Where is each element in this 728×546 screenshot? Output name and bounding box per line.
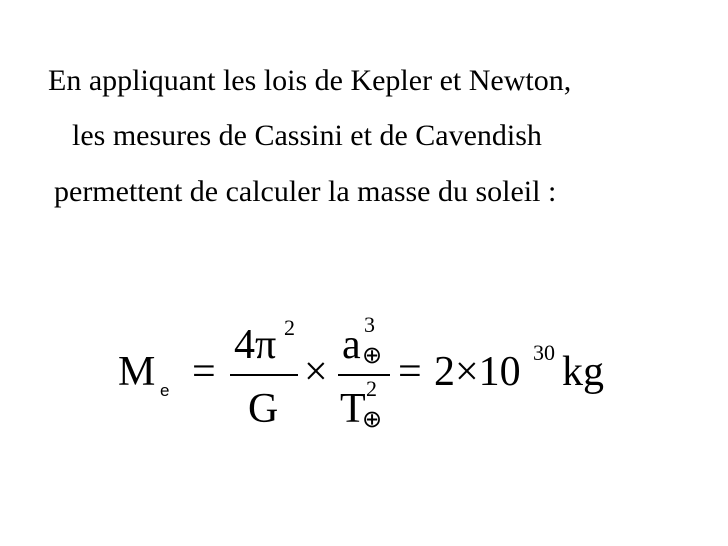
- formula-equals-sign-2: =: [398, 349, 422, 395]
- formula-earth-symbol-numerator: ⊕: [362, 343, 383, 369]
- formula-numerator-a-exponent: 3: [364, 312, 375, 337]
- text-line-2: les mesures de Cassini et de Cavendish: [72, 119, 542, 152]
- formula-fraction-bar-1: [230, 374, 298, 376]
- formula-denominator-g: G: [248, 386, 279, 432]
- formula-mass-symbol: M: [118, 349, 156, 395]
- formula-denominator-t-exponent: 2: [366, 376, 377, 401]
- formula-coefficient: 2×10: [434, 349, 521, 395]
- formula-equals-sign: =: [192, 349, 216, 395]
- formula-fraction-bar-2: [338, 374, 390, 376]
- formula-numerator-four-pi: 4π: [234, 322, 277, 368]
- formula-earth-symbol-denominator: ⊕: [362, 407, 383, 433]
- formula-mass-subscript: e: [160, 381, 170, 400]
- formula-numerator-a: a: [342, 322, 361, 368]
- text-line-1: En appliquant les lois de Kepler et Newton,: [48, 64, 572, 97]
- formula-denominator-t: T: [340, 386, 366, 432]
- text-line-3: permettent de calculer la masse du soleil :: [54, 175, 557, 208]
- formula-exponent: 30: [533, 340, 555, 365]
- formula-unit: kg: [562, 349, 604, 395]
- formula-numerator-four-pi-exponent: 2: [284, 315, 295, 340]
- formula-times-sign: ×: [304, 349, 328, 395]
